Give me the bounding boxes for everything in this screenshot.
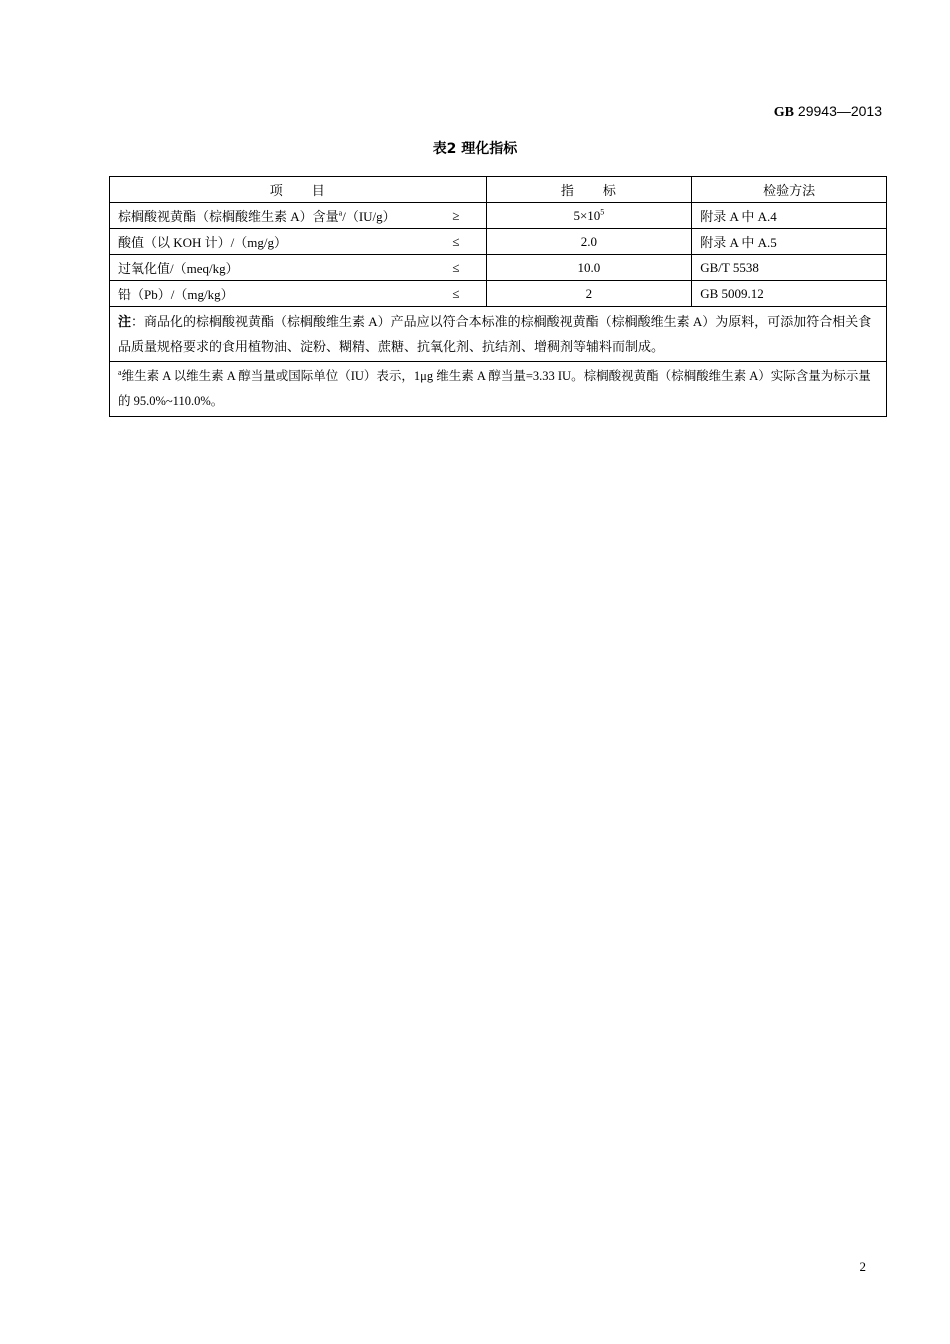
row-method: GB/T 5538 [692, 255, 887, 281]
row-method: GB 5009.12 [692, 281, 887, 307]
footnote-mark: a [118, 367, 122, 377]
table-row [110, 229, 887, 255]
row-item-unit: /（IU/g） [342, 209, 396, 224]
row-method: 附录 A 中 A.5 [692, 229, 887, 255]
row-item-label: 铅（Pb）/（mg/kg） [118, 287, 234, 302]
comparison-symbol: ≤ [452, 285, 460, 301]
table-footnote [110, 362, 887, 417]
standard-code-prefix: GB [773, 105, 795, 120]
table-footnote-row [110, 362, 887, 417]
table-note-row [110, 307, 887, 362]
row-item-label: 过氧化值/（meq/kg） [118, 261, 239, 276]
header-index: 指 标 [486, 177, 692, 203]
row-item-text: 棕榈酸视黄酯（棕榈酸维生素 A）含量 [118, 209, 339, 224]
row-value: 10.0 [486, 255, 692, 281]
physicochemical-table [109, 176, 887, 417]
row-value [486, 203, 692, 229]
table-header-row [110, 177, 887, 203]
table-row [110, 255, 887, 281]
row-item-cell [110, 281, 487, 307]
comparison-symbol: ≤ [452, 259, 460, 275]
note-label: 注 [118, 314, 132, 329]
header-method: 检验方法 [692, 177, 887, 203]
comparison-symbol: ≥ [452, 207, 460, 223]
standard-code [774, 103, 882, 121]
row-value: 2 [486, 281, 692, 307]
row-item-label [118, 206, 396, 225]
row-item-cell [110, 255, 487, 281]
footnote-ref: a [338, 208, 343, 218]
table-row [110, 281, 887, 307]
row-value: 2.0 [486, 229, 692, 255]
table-row [110, 203, 887, 229]
row-value-exponent: 5 [600, 207, 605, 217]
table-note [110, 307, 887, 362]
footnote-text: 维生素 A 以维生素 A 醇当量或国际单位（IU）表示，1μg 维生素 A 醇当量=3.33 IU。棕榈酸视黄酯（棕榈酸维生素 A）实际含量为标示量的 95.0%~110.0%。 [118, 369, 871, 408]
note-text: ：商品化的棕榈酸视黄酯（棕榈酸维生素 A）产品应以符合本标准的棕榈酸视黄酯（棕榈酸维生素 A）为原料，可添加符合相关食品质量规格要求的食用植物油、淀粉、糊精、蔗糖、抗氧化剂、抗结剂、增稠剂等辅料而制成。 [118, 314, 872, 354]
table-title: 表2 理化指标 [432, 141, 518, 157]
row-item-cell [110, 203, 487, 229]
row-item-label: 酸值（以 KOH 计）/（mg/g） [118, 235, 288, 250]
row-item-cell [110, 229, 487, 255]
header-item: 项 目 [110, 177, 487, 203]
row-value-base: 5×10 [573, 207, 601, 223]
row-method: 附录 A 中 A.4 [692, 203, 887, 229]
page-number: 2 [859, 1259, 866, 1274]
standard-code-number: 29943—2013 [794, 103, 882, 119]
comparison-symbol: ≤ [452, 233, 460, 249]
